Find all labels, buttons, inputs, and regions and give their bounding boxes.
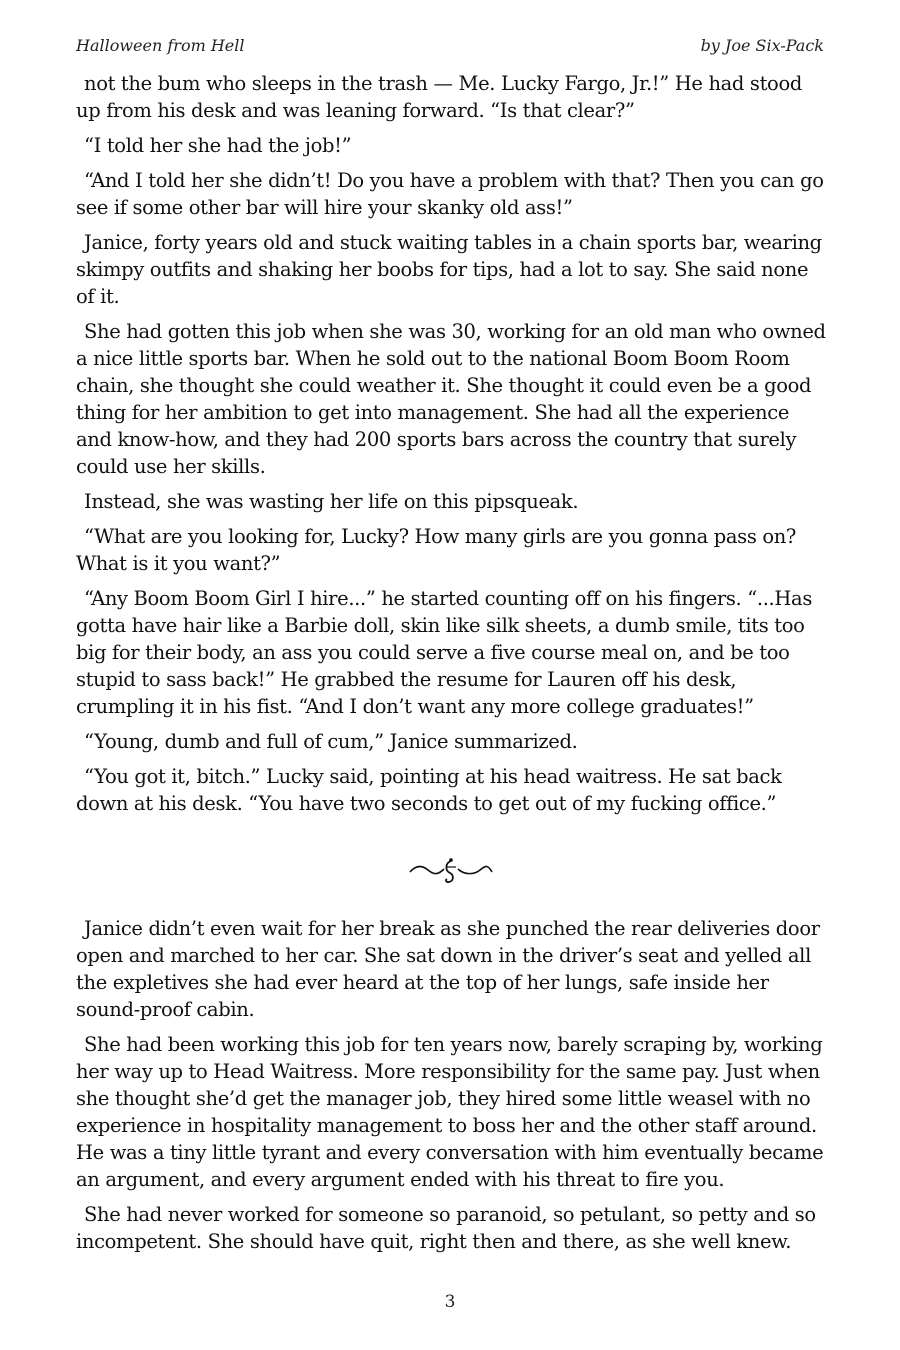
paragraph: “What are you looking for, Lucky? How many girls are you gonna pass on? What is it you want?” — [76, 525, 797, 575]
paragraph: “I told her she had the job!” — [84, 134, 352, 157]
paragraph: “And I told her she didn’t! Do you have a problem with that? Then you can go see if some other bar will hire your skanky old ass!” — [76, 169, 824, 219]
scene-break-flourish-icon — [408, 855, 494, 885]
paragraph: She had gotten this job when she was 30, working for an old man who owned a nice little sports bar. When he sold out to the national Boom Boom Room chain, she thought she could weather it. She thought it could even be a good thing for her ambition to get into management. She had all the experience and know-how, and they had 200 sports bars across the country that surely could use her skills. — [76, 320, 826, 478]
paragraph: She had been working this job for ten years now, barely scraping by, working her way up to Head Waitress. More responsibility for the same pay. Just when she thought she’d get the manager job, they hired some little weasel with no experience in hospitality management to boss her and the other staff around. He was a tiny little tyrant and every conversation with him eventually became an argument, and every argument ended with his threat to fire you. — [76, 1033, 824, 1191]
paragraph: “You got it, bitch.” Lucky said, pointing at his head waitress. He sat back down at his desk. “You have two seconds to get out of my fucking office.” — [76, 765, 782, 815]
paragraph: Instead, she was wasting her life on this pipsqueak. — [84, 490, 579, 513]
running-author: by Joe Six-Pack — [700, 36, 824, 55]
paragraph: “Young, dumb and full of cum,” Janice summarized. — [84, 730, 578, 753]
paragraph: Janice, forty years old and stuck waiting tables in a chain sports bar, wearing skimpy outfits and shaking her boobs for tips, had a lot to say. She said none of it. — [76, 231, 822, 308]
paragraph: not the bum who sleeps in the trash — Me. Lucky Fargo, Jr.!” He had stood up from his desk and was leaning forward. “Is that clear?” — [76, 72, 802, 122]
paragraph: Janice didn’t even wait for her break as she punched the rear deliveries door open and marched to her car. She sat down in the driver’s seat and yelled all the expletives she had ever heard at the top of her lungs, safe inside her sound-proof cabin. — [76, 917, 820, 1021]
running-header — [76, 36, 824, 58]
page-number: 3 — [444, 1292, 456, 1312]
running-title: Halloween from Hell — [76, 36, 245, 55]
scene-break — [76, 825, 826, 915]
body-text — [76, 70, 826, 1263]
paragraph: She had never worked for someone so paranoid, so petulant, so petty and so incompetent. She should have quit, right then and there, as she well knew. — [76, 1203, 816, 1253]
paragraph: “Any Boom Boom Girl I hire...” he started counting off on his fingers. “...Has gotta have hair like a Barbie doll, skin like silk sheets, a dumb smile, tits too big for their body, an ass you could serve a five course meal on, and be too stupid to sass back!” He grabbed the resume for Lauren off his desk, crumpling it in his fist. “And I don’t want any more college graduates!” — [76, 587, 812, 718]
